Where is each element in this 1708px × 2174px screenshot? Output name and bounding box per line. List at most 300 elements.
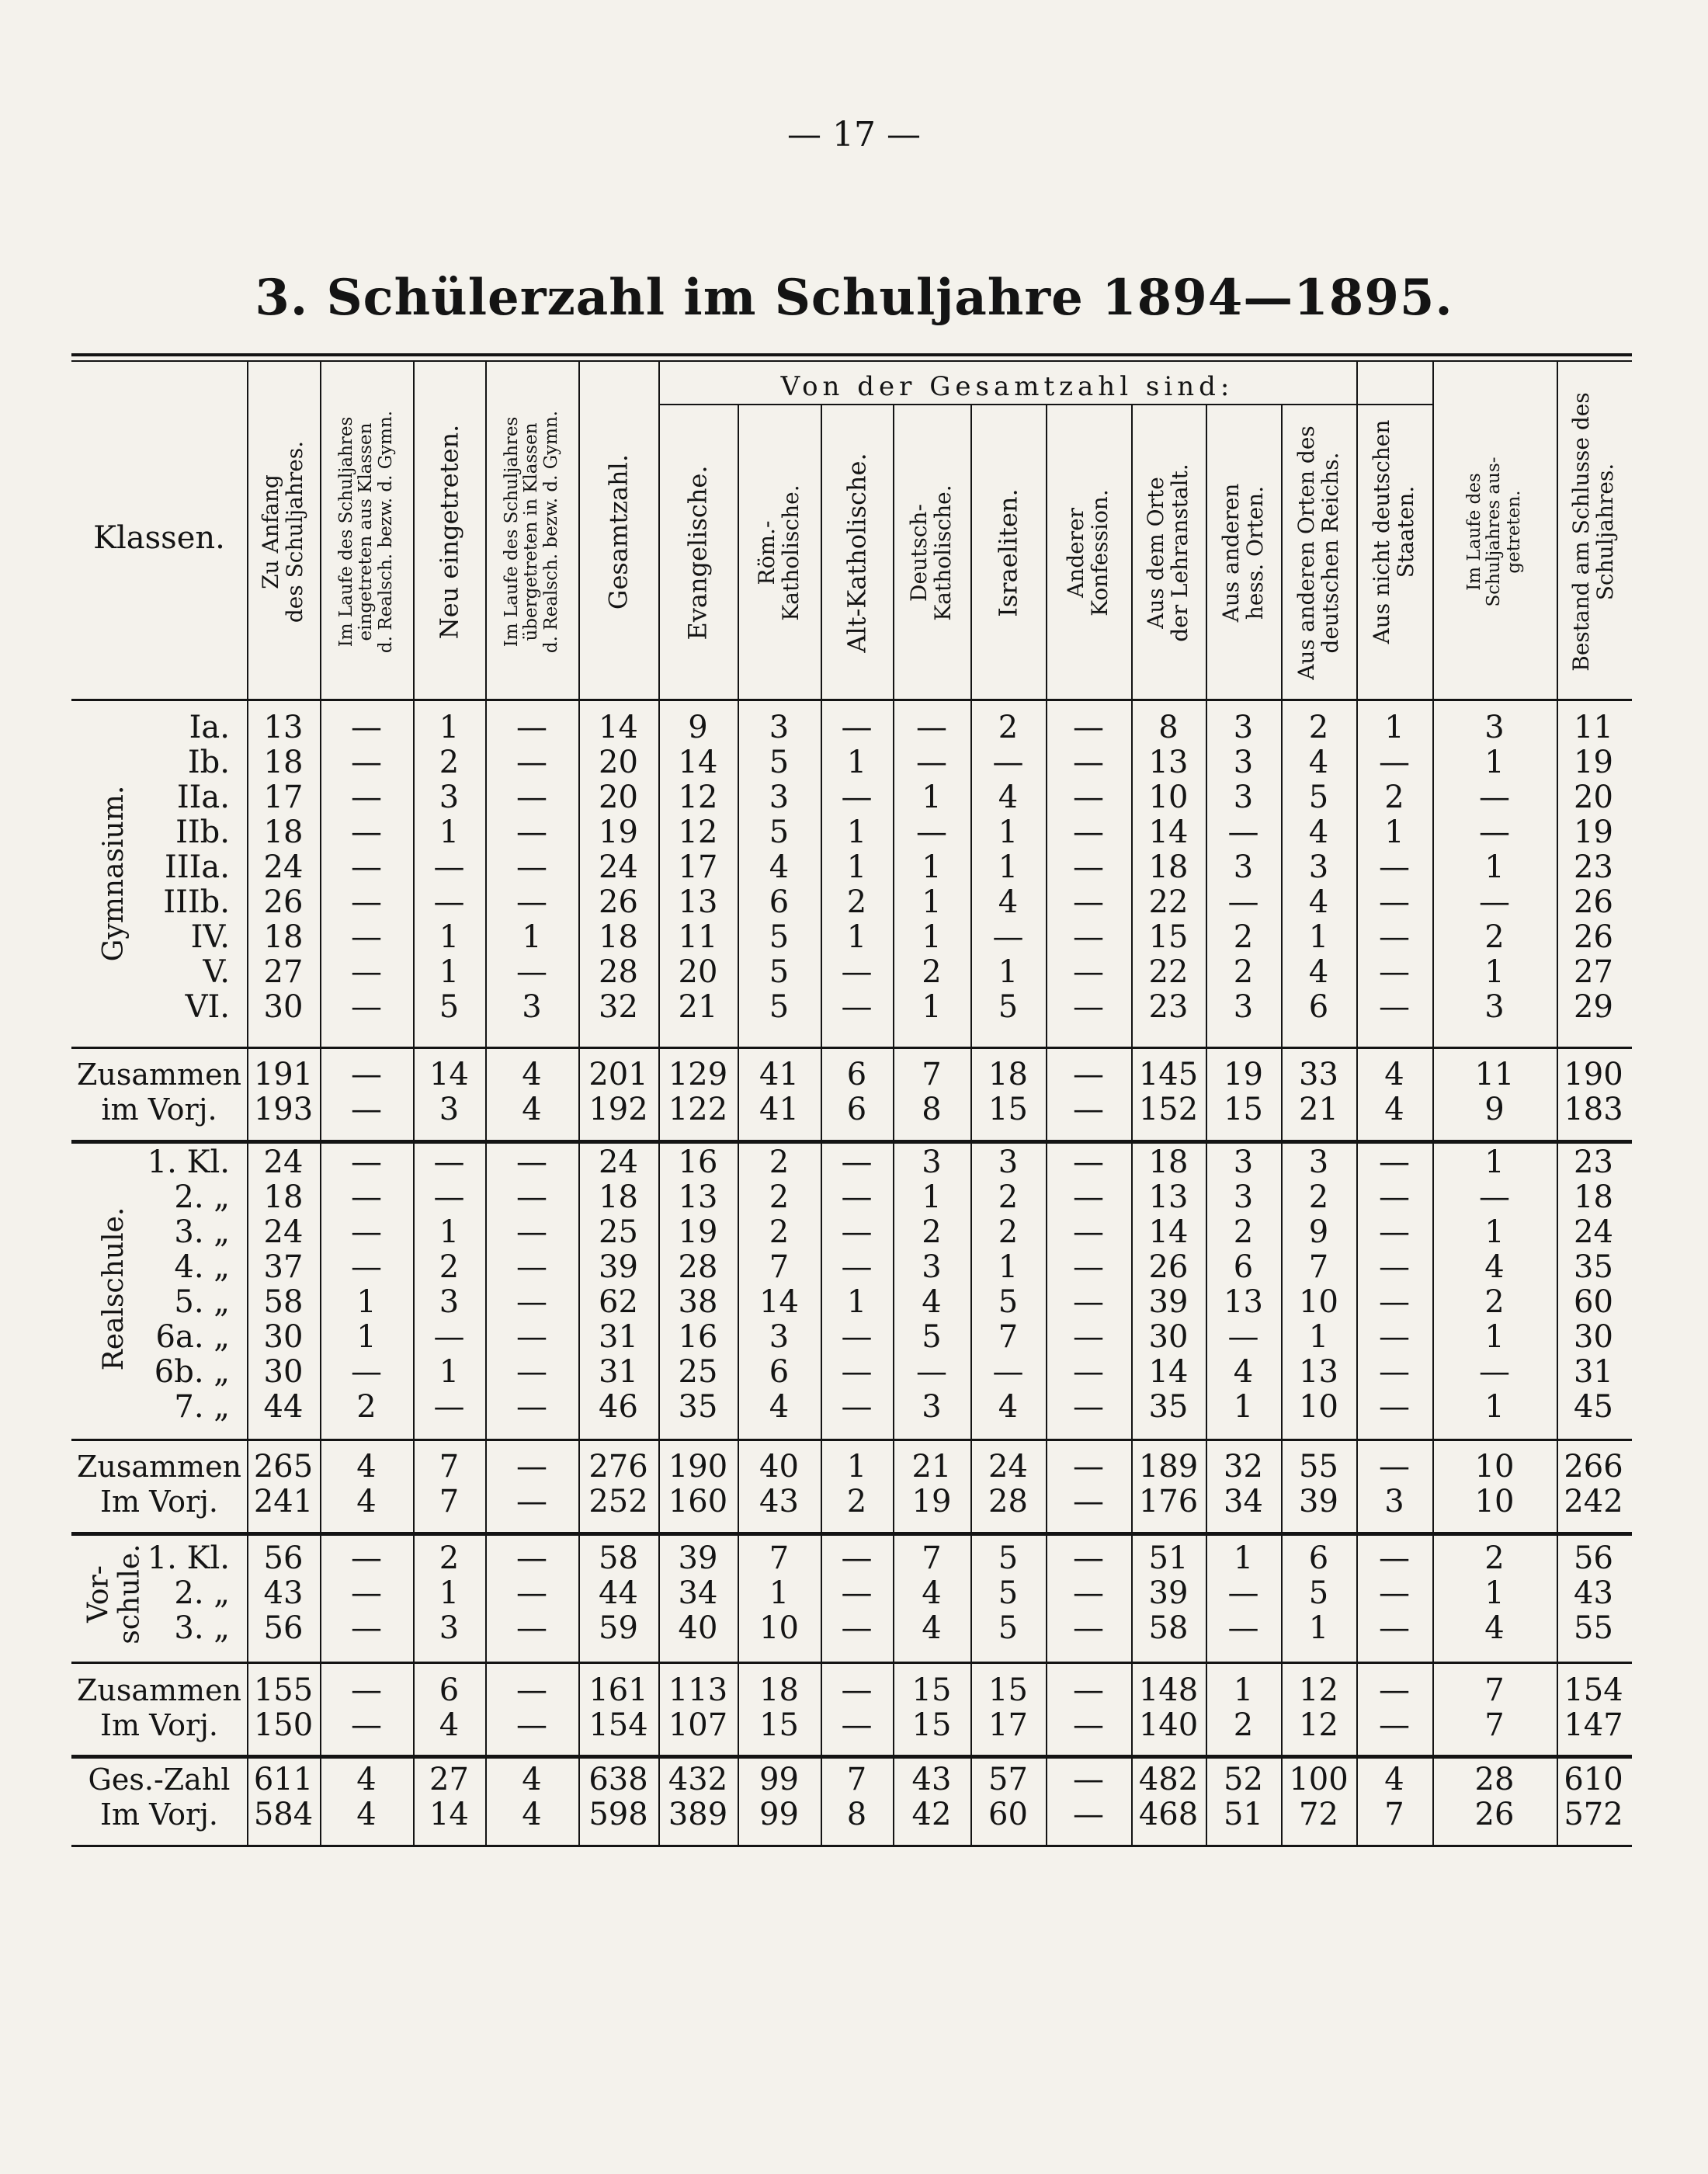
section-2-row-cell: —	[516, 1610, 547, 1646]
section-1-row-cell: 14	[1148, 1214, 1189, 1250]
section-1-row-cell: 46	[599, 1389, 638, 1425]
totals-row-cell: 14	[429, 1057, 469, 1092]
column-header-text: Neu eingetreten.	[433, 424, 463, 640]
section-0-row-cell: —	[516, 849, 547, 885]
row-label: 1. Kl.	[147, 1144, 230, 1180]
column-header-11	[1046, 405, 1131, 700]
section-1-row-cell: —	[1379, 1214, 1410, 1250]
section-1-row-cell: 18	[1574, 1179, 1613, 1215]
section-1-row-cell: 35	[1574, 1249, 1613, 1285]
section-0-row-cell: 4	[1308, 814, 1329, 850]
column-header-10	[970, 405, 1046, 700]
section-1-row-cell: 38	[678, 1284, 718, 1320]
row-label: IIIa.	[165, 849, 230, 885]
section-1-row-cell: 26	[1148, 1249, 1189, 1285]
section-1-row-cell: 2	[1308, 1179, 1329, 1215]
section-1-row-cell: 44	[263, 1389, 304, 1425]
totals-label: Im Vorj.	[100, 1708, 218, 1742]
section-0-row-cell: 32	[599, 989, 638, 1025]
section-1-row-cell: 1	[846, 1284, 867, 1320]
grand-total-row-cell: 8	[846, 1797, 867, 1832]
section-1-row-cell: —	[1479, 1354, 1510, 1390]
section-1-row-cell: —	[1379, 1354, 1410, 1390]
section-1-row-cell: —	[351, 1179, 382, 1215]
section-0-row-cell: 1	[439, 919, 460, 955]
totals-row-cell: 113	[668, 1672, 728, 1708]
section-0-row-cell: —	[1073, 745, 1104, 780]
section-1-row-cell: —	[841, 1319, 873, 1355]
section-1-row-cell: —	[1227, 1319, 1259, 1355]
section-0-row-cell: 2	[1233, 954, 1254, 990]
grand-total-row-cell: 389	[668, 1797, 728, 1832]
section-1-row-cell: —	[1379, 1284, 1410, 1320]
section-2-row-cell: 7	[922, 1540, 942, 1576]
section-1-row-cell: 5	[998, 1284, 1019, 1320]
section-1-row-cell: 18	[599, 1179, 638, 1215]
section-1-row-cell: 3	[439, 1284, 460, 1320]
section-0-row-cell: 1	[1484, 954, 1505, 990]
totals-row-cell: —	[1073, 1707, 1104, 1743]
section-0-row-cell: 5	[998, 989, 1019, 1025]
section-2-row-cell: 44	[599, 1575, 638, 1611]
totals-row-cell: —	[841, 1707, 873, 1743]
section-1-row-cell: 3	[1233, 1144, 1254, 1180]
section-0-row-cell: —	[516, 780, 547, 815]
section-1-row-cell: 1	[1484, 1389, 1505, 1425]
section-1-row-cell: 7	[998, 1319, 1019, 1355]
totals-row-cell: 3	[439, 1092, 460, 1127]
section-0-row-cell: 5	[769, 989, 790, 1025]
grand-total-row-cell: 4	[1384, 1762, 1404, 1797]
totals-row-cell: 122	[668, 1092, 728, 1127]
section-2-row-cell: —	[1227, 1575, 1259, 1611]
grand-total-row-cell: 57	[988, 1762, 1028, 1797]
column-header-7	[738, 405, 821, 700]
totals-row-cell: 176	[1138, 1484, 1199, 1519]
column-rule	[821, 404, 822, 1846]
totals-row-cell: 129	[668, 1057, 728, 1092]
section-1-row-cell: 10	[1299, 1284, 1338, 1320]
section-rule-thick	[71, 1532, 1632, 1536]
section-rule	[71, 1439, 1632, 1441]
section-0-row-cell: 4	[1308, 745, 1329, 780]
section-1-row-cell: 3	[769, 1319, 790, 1355]
section-1-row-cell: —	[516, 1284, 547, 1320]
section-0-row-cell: —	[1073, 814, 1104, 850]
column-rule	[1206, 404, 1207, 1846]
row-label: 3. „	[174, 1214, 230, 1250]
totals-row-cell: 34	[1224, 1484, 1263, 1519]
section-1-row-cell: 1	[439, 1354, 460, 1390]
section-0-row-cell: —	[1073, 780, 1104, 815]
section-1-row-cell: 1	[998, 1249, 1019, 1285]
header-klassen: Klassen.	[93, 520, 225, 556]
section-0-row-cell: 18	[599, 919, 638, 955]
row-label: 6b. „	[154, 1354, 230, 1390]
totals-row-cell: 41	[759, 1092, 799, 1127]
section-2-row-cell: 34	[678, 1575, 718, 1611]
section-1-row-cell: —	[841, 1214, 873, 1250]
section-0-row-cell: 5	[769, 745, 790, 780]
section-0-row-cell: —	[1379, 745, 1410, 780]
section-0-row-cell: —	[916, 745, 947, 780]
totals-row-cell: —	[1379, 1449, 1410, 1485]
column-header-text: Alt-Katholische.	[841, 453, 871, 653]
totals-row-cell: 15	[988, 1672, 1028, 1708]
section-2-row-cell: 40	[678, 1610, 718, 1646]
section-1-row-cell: 24	[1574, 1214, 1613, 1250]
totals-row-cell: 190	[1564, 1057, 1623, 1092]
section-2-row-cell: 43	[263, 1575, 304, 1611]
totals-row-cell: 140	[1138, 1707, 1199, 1743]
totals-row-cell: 18	[759, 1672, 799, 1708]
section-1-row-cell: 28	[678, 1249, 718, 1285]
totals-row-cell: 39	[1299, 1484, 1338, 1519]
totals-row-cell: 21	[1299, 1092, 1338, 1127]
section-name-text: Realschule.	[98, 1207, 130, 1371]
table-top-rule	[71, 353, 1632, 356]
column-header-text: Röm.- Katholische.	[753, 484, 804, 621]
totals-row-cell: 152	[1138, 1092, 1199, 1127]
section-0-row-cell: —	[351, 780, 382, 815]
column-header-1	[247, 363, 320, 700]
totals-row-cell: 154	[1564, 1672, 1623, 1708]
section-0-row-cell: 20	[1574, 780, 1613, 815]
row-label: 2. „	[174, 1179, 230, 1215]
section-1-row-cell: 30	[1148, 1319, 1189, 1355]
section-0-row-cell: 14	[1148, 814, 1189, 850]
section-0-row-cell: —	[1073, 989, 1104, 1025]
section-1-row-cell: —	[516, 1249, 547, 1285]
grand-total-row-cell: 7	[846, 1762, 867, 1797]
section-1-row-cell: 24	[263, 1214, 304, 1250]
column-rule	[970, 404, 972, 1846]
column-header-text: Im Laufe des Schuljahres eingetreten aus Klassen d. Realsch. bezw. d. Gymn.	[336, 410, 396, 654]
grand-total-row-cell: 60	[988, 1797, 1028, 1832]
column-header-text: Anderer Konfession.	[1063, 489, 1113, 616]
section-0-row-cell: 5	[769, 954, 790, 990]
totals-row-cell: 7	[1484, 1672, 1505, 1708]
grand-total-row-cell: —	[1073, 1797, 1104, 1832]
section-0-row-cell: 17	[263, 780, 304, 815]
section-0-row-cell: —	[1379, 884, 1410, 920]
section-0-row-cell: —	[351, 745, 382, 780]
section-1-row-cell: 1	[1484, 1319, 1505, 1355]
totals-row-cell: 145	[1138, 1057, 1199, 1092]
totals-row-cell: 4	[522, 1092, 542, 1127]
section-0-row-cell: 28	[599, 954, 638, 990]
section-2-row-cell: 55	[1574, 1610, 1613, 1646]
section-0-row-cell: 1	[1384, 710, 1404, 745]
section-1-row-cell: 2	[1233, 1214, 1254, 1250]
section-1-row-cell: 1	[1233, 1389, 1254, 1425]
totals-row-cell: —	[516, 1484, 547, 1519]
totals-row-cell: —	[1073, 1092, 1104, 1127]
column-rule	[658, 360, 660, 1846]
section-1-row-cell: 3	[1233, 1179, 1254, 1215]
totals-row-cell: 7	[1484, 1707, 1505, 1743]
totals-row-cell: 11	[1474, 1057, 1515, 1092]
section-0-row-cell: 18	[263, 814, 304, 850]
section-0-row-cell: 1	[846, 849, 867, 885]
section-0-row-cell: 26	[263, 884, 304, 920]
totals-row-cell: 19	[911, 1484, 952, 1519]
totals-row-cell: 19	[1224, 1057, 1263, 1092]
grand-total-row-cell: 4	[356, 1797, 377, 1832]
column-header-14	[1281, 405, 1356, 700]
totals-row-cell: 4	[439, 1707, 460, 1743]
section-0-row-cell: 1	[1308, 919, 1329, 955]
section-0-row-cell: 11	[678, 919, 718, 955]
totals-row-cell: —	[516, 1707, 547, 1743]
section-0-row-cell: 2	[1484, 919, 1505, 955]
section-1-row-cell: 13	[678, 1179, 718, 1215]
section-1-row-cell: 10	[1299, 1389, 1338, 1425]
grand-total-row-cell: 610	[1564, 1762, 1623, 1797]
section-1-row-cell: —	[351, 1214, 382, 1250]
section-0-row-cell: 30	[263, 989, 304, 1025]
section-2-row-cell: 2	[439, 1540, 460, 1576]
totals-row-cell: 17	[988, 1707, 1028, 1743]
section-2-row-cell: —	[1073, 1540, 1104, 1576]
section-2-row-cell: 56	[263, 1610, 304, 1646]
section-2-row-cell: 2	[1484, 1540, 1505, 1576]
column-header-12	[1131, 405, 1206, 700]
section-0-row-cell: 1	[439, 954, 460, 990]
section-1-row-cell: 3	[998, 1144, 1019, 1180]
section-1-row-cell: 16	[678, 1144, 718, 1180]
section-0-row-cell: —	[516, 745, 547, 780]
column-header-text: Israeliten.	[992, 488, 1022, 617]
section-0-row-cell: 6	[769, 884, 790, 920]
row-label: IV.	[190, 919, 230, 955]
section-1-row-cell: 4	[769, 1389, 790, 1425]
section-1-row-cell: —	[516, 1179, 547, 1215]
section-0-row-cell: 20	[599, 780, 638, 815]
totals-row-cell: —	[1073, 1672, 1104, 1708]
column-header-text: Aus anderen hess. Orten.	[1217, 483, 1268, 623]
row-label: V.	[203, 954, 230, 990]
totals-row-cell: 24	[988, 1449, 1028, 1485]
row-label: Ia.	[189, 710, 230, 745]
section-0-row-cell: 3	[439, 780, 460, 815]
section-rule-thick	[71, 1755, 1632, 1759]
totals-row-cell: 161	[588, 1672, 648, 1708]
totals-row-cell: 6	[846, 1092, 867, 1127]
column-rule	[1557, 360, 1558, 1846]
section-1-row-cell: 2	[769, 1179, 790, 1215]
totals-row-cell: 55	[1299, 1449, 1338, 1485]
section-0-row-cell: —	[351, 989, 382, 1025]
section-0-row-cell: 2	[922, 954, 942, 990]
table-bottom-rule	[71, 1845, 1632, 1847]
section-1-row-cell: 35	[1148, 1389, 1189, 1425]
table-top-rule-thin	[71, 360, 1632, 362]
section-1-row-cell: 2	[356, 1389, 377, 1425]
column-rule	[320, 360, 321, 1846]
row-label: Ib.	[187, 745, 230, 780]
column-header-6	[658, 405, 738, 700]
section-0-row-cell: —	[1379, 919, 1410, 955]
section-1-row-cell: 4	[1484, 1249, 1505, 1285]
section-0-row-cell: 1	[922, 780, 942, 815]
column-rule	[413, 360, 415, 1846]
section-1-row-cell: 2	[439, 1249, 460, 1285]
section-1-row-cell: 1	[356, 1284, 377, 1320]
section-2-row-cell: 1	[1233, 1540, 1254, 1576]
totals-row-cell: 148	[1138, 1672, 1199, 1708]
section-rule	[71, 1662, 1632, 1664]
grand-total-row-cell: 72	[1299, 1797, 1338, 1832]
section-0-row-cell: 3	[1308, 849, 1329, 885]
section-0-row-cell: —	[351, 710, 382, 745]
totals-row-cell: 2	[846, 1484, 867, 1519]
section-2-row-cell: 7	[769, 1540, 790, 1576]
grand-total-row-cell: 43	[911, 1762, 952, 1797]
section-0-row-cell: 23	[1574, 849, 1613, 885]
section-1-row-cell: —	[992, 1354, 1024, 1390]
section-1-row-cell: 4	[922, 1284, 942, 1320]
section-0-row-cell: 1	[922, 884, 942, 920]
section-2-row-cell: 6	[1308, 1540, 1329, 1576]
section-1-row-cell: —	[841, 1179, 873, 1215]
section-1-row-cell: —	[1073, 1354, 1104, 1390]
section-1-row-cell: 14	[759, 1284, 799, 1320]
row-label: 7. „	[174, 1389, 230, 1425]
grand-total-row-cell: 4	[522, 1797, 542, 1832]
section-0-row-cell: —	[841, 780, 873, 815]
section-0-row-cell: 3	[1233, 710, 1254, 745]
column-header-13	[1206, 405, 1281, 700]
section-2-row-cell: 58	[1148, 1610, 1189, 1646]
section-1-row-cell: —	[351, 1354, 382, 1390]
section-0-row-cell: 1	[998, 814, 1019, 850]
totals-row-cell: 10	[1474, 1449, 1515, 1485]
section-0-row-cell: 2	[439, 745, 460, 780]
section-1-row-cell: 13	[1148, 1179, 1189, 1215]
section-0-row-cell: —	[351, 849, 382, 885]
section-0-row-cell: 6	[1308, 989, 1329, 1025]
section-0-row-cell: —	[1379, 954, 1410, 990]
section-2-row-cell: 5	[998, 1540, 1019, 1576]
column-rule	[1046, 404, 1047, 1846]
grand-total-row-cell: 638	[588, 1762, 648, 1797]
grand-total-row-cell: 584	[253, 1797, 314, 1832]
section-1-row-cell: 7	[1308, 1249, 1329, 1285]
totals-row-cell: —	[1073, 1484, 1104, 1519]
column-header-8	[821, 405, 893, 700]
column-header-text: Aus nicht deutschen Staaten.	[1369, 419, 1418, 644]
section-0-row-cell: 1	[1484, 745, 1505, 780]
totals-row-cell: 18	[988, 1057, 1028, 1092]
section-1-row-cell: 18	[263, 1179, 304, 1215]
section-0-row-cell: 19	[1574, 814, 1613, 850]
section-0-row-cell: —	[1479, 780, 1510, 815]
section-0-row-cell: 20	[599, 745, 638, 780]
section-0-row-cell: 1	[439, 814, 460, 850]
totals-row-cell: 3	[1384, 1484, 1404, 1519]
section-0-row-cell: 1	[846, 919, 867, 955]
column-rule	[893, 404, 894, 1846]
totals-row-cell: 155	[253, 1672, 314, 1708]
section-1-row-cell: —	[1073, 1249, 1104, 1285]
section-2-row-cell: —	[841, 1610, 873, 1646]
totals-label: Zusammen	[76, 1673, 242, 1707]
section-0-row-cell: 27	[263, 954, 304, 990]
section-0-row-cell: —	[351, 814, 382, 850]
grand-total-label: Ges.-Zahl	[88, 1762, 231, 1797]
column-rule	[247, 360, 248, 1846]
section-1-row-cell: 1	[1308, 1319, 1329, 1355]
totals-row-cell: 242	[1564, 1484, 1623, 1519]
column-header-text: Im Laufe des Schuljahres aus- getreten.	[1464, 457, 1524, 607]
section-1-row-cell: 31	[1574, 1354, 1613, 1390]
section-2-row-cell: —	[841, 1540, 873, 1576]
totals-row-cell: 7	[439, 1449, 460, 1485]
row-label: IIIb.	[163, 884, 230, 920]
section-2-row-cell: 56	[1574, 1540, 1613, 1576]
totals-row-cell: 9	[1484, 1092, 1505, 1127]
section-0-row-cell: —	[841, 954, 873, 990]
column-rule	[1432, 360, 1434, 1846]
grand-total-row-cell: 7	[1384, 1797, 1404, 1832]
totals-row-cell: 15	[911, 1707, 952, 1743]
section-1-row-cell: 62	[599, 1284, 638, 1320]
section-2-row-cell: 39	[1148, 1575, 1189, 1611]
section-0-row-cell: 4	[769, 849, 790, 885]
section-2-row-cell: —	[1379, 1540, 1410, 1576]
section-0-row-cell: 1	[439, 710, 460, 745]
section-0-row-cell: —	[916, 814, 947, 850]
section-0-row-cell: 9	[688, 710, 708, 745]
section-0-row-cell: 4	[1308, 954, 1329, 990]
section-0-row-cell: 3	[1233, 745, 1254, 780]
section-name	[71, 1541, 157, 1646]
totals-row-cell: —	[516, 1449, 547, 1485]
totals-row-cell: 43	[759, 1484, 799, 1519]
column-rule	[1131, 404, 1133, 1846]
section-2-row-cell: —	[516, 1575, 547, 1611]
section-1-row-cell: —	[516, 1144, 547, 1180]
totals-row-cell: 241	[253, 1484, 314, 1519]
totals-row-cell: 15	[759, 1707, 799, 1743]
section-2-row-cell: —	[1073, 1575, 1104, 1611]
section-0-row-cell: 10	[1148, 780, 1189, 815]
section-0-row-cell: 18	[263, 919, 304, 955]
section-1-row-cell: 2	[769, 1214, 790, 1250]
column-rule	[1281, 404, 1283, 1846]
totals-row-cell: —	[516, 1672, 547, 1708]
section-0-row-cell: —	[1379, 849, 1410, 885]
row-label: 6a. „	[155, 1319, 230, 1355]
section-0-row-cell: 27	[1574, 954, 1613, 990]
section-0-row-cell: 3	[1233, 780, 1254, 815]
section-1-row-cell: —	[1073, 1214, 1104, 1250]
row-label: IIa.	[176, 780, 230, 815]
section-1-row-cell: —	[516, 1319, 547, 1355]
section-0-row-cell: 14	[678, 745, 718, 780]
section-1-row-cell: 6	[769, 1354, 790, 1390]
section-0-row-cell: 12	[678, 814, 718, 850]
section-0-row-cell: 11	[1574, 710, 1613, 745]
section-0-row-cell: 18	[263, 745, 304, 780]
totals-row-cell: 12	[1299, 1707, 1338, 1743]
section-0-row-cell: 1	[846, 745, 867, 780]
page-title: 3. Schülerzahl im Schuljahre 1894—1895.	[255, 269, 1453, 327]
section-1-row-cell: —	[1073, 1144, 1104, 1180]
section-name	[71, 1141, 157, 1436]
section-1-row-cell: 1	[922, 1179, 942, 1215]
